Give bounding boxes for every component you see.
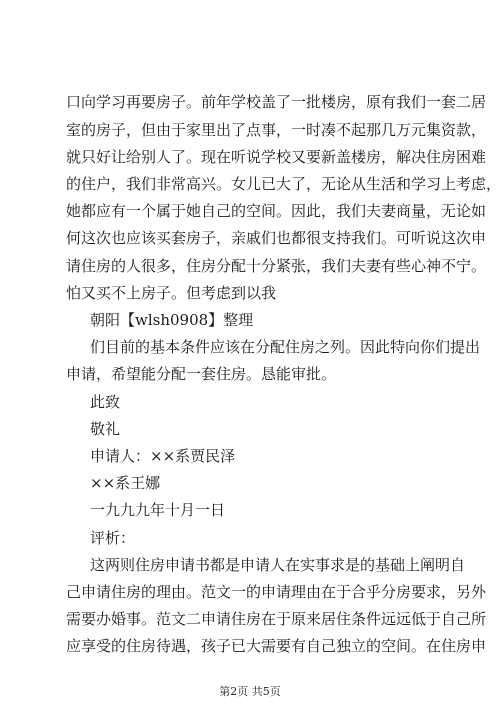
body-line: 请住房的人很多，住房分配十分紧张，我们夫妻有些心神不宁。 <box>66 257 487 275</box>
body-line: 们目前的基本条件应该在分配住房之列。因此特向你们提出 <box>90 338 481 356</box>
page-number-footer: 第2页 共5页 <box>219 685 281 698</box>
body-line: 这两则住房申请书都是申请人在实事求是的基础上阐明自 <box>90 556 466 574</box>
body-line: 口向学习再要房子。前年学校盖了一批楼房，原有我们一套二居 <box>66 93 487 111</box>
applicant-signature: 申请人：××系贾民泽 <box>90 447 236 465</box>
source-credit: 朝阳【wlsh0908】整理 <box>90 311 254 329</box>
body-line: 怕又买不上房子。但考虑到以我 <box>66 284 277 302</box>
closing-salutation: 此致 <box>90 393 121 411</box>
signature-date: 一九九九年十月一日 <box>90 501 226 519</box>
body-line: 她都应有一个属于她自己的空间。因此，我们夫妻商量，无论如 <box>66 202 487 220</box>
body-line: 需要办婚事。范文二申请住房在于原来居住条件远远低于自己所 <box>66 610 487 628</box>
body-line: 申请，希望能分配一套住房。恳能审批。 <box>66 365 337 383</box>
body-line: 何这次也应该买套房子，亲戚们也都很支持我们。可听说这次申 <box>66 229 487 247</box>
body-line: 的住户，我们非常高兴。女儿已大了，无论从生活和学习上考虑， <box>66 175 501 193</box>
body-line: 就只好让给别人了。现在听说学校又要新盖楼房，解决住房困难 <box>66 148 487 166</box>
applicant-signature-2: ××系王娜 <box>90 474 161 492</box>
commentary-heading: 评析： <box>90 529 136 547</box>
body-line: 己申请住房的理由。范文一的申请理由在于合乎分房要求，另外 <box>66 583 487 601</box>
closing-regards: 敬礼 <box>90 420 121 438</box>
body-line: 室的房子，但由于家里出了点事，一时凑不起那几万元集资款， <box>66 121 487 139</box>
body-line: 应享受的住房待遇，孩子已大需要有自己独立的空间。在住房申 <box>66 637 487 655</box>
